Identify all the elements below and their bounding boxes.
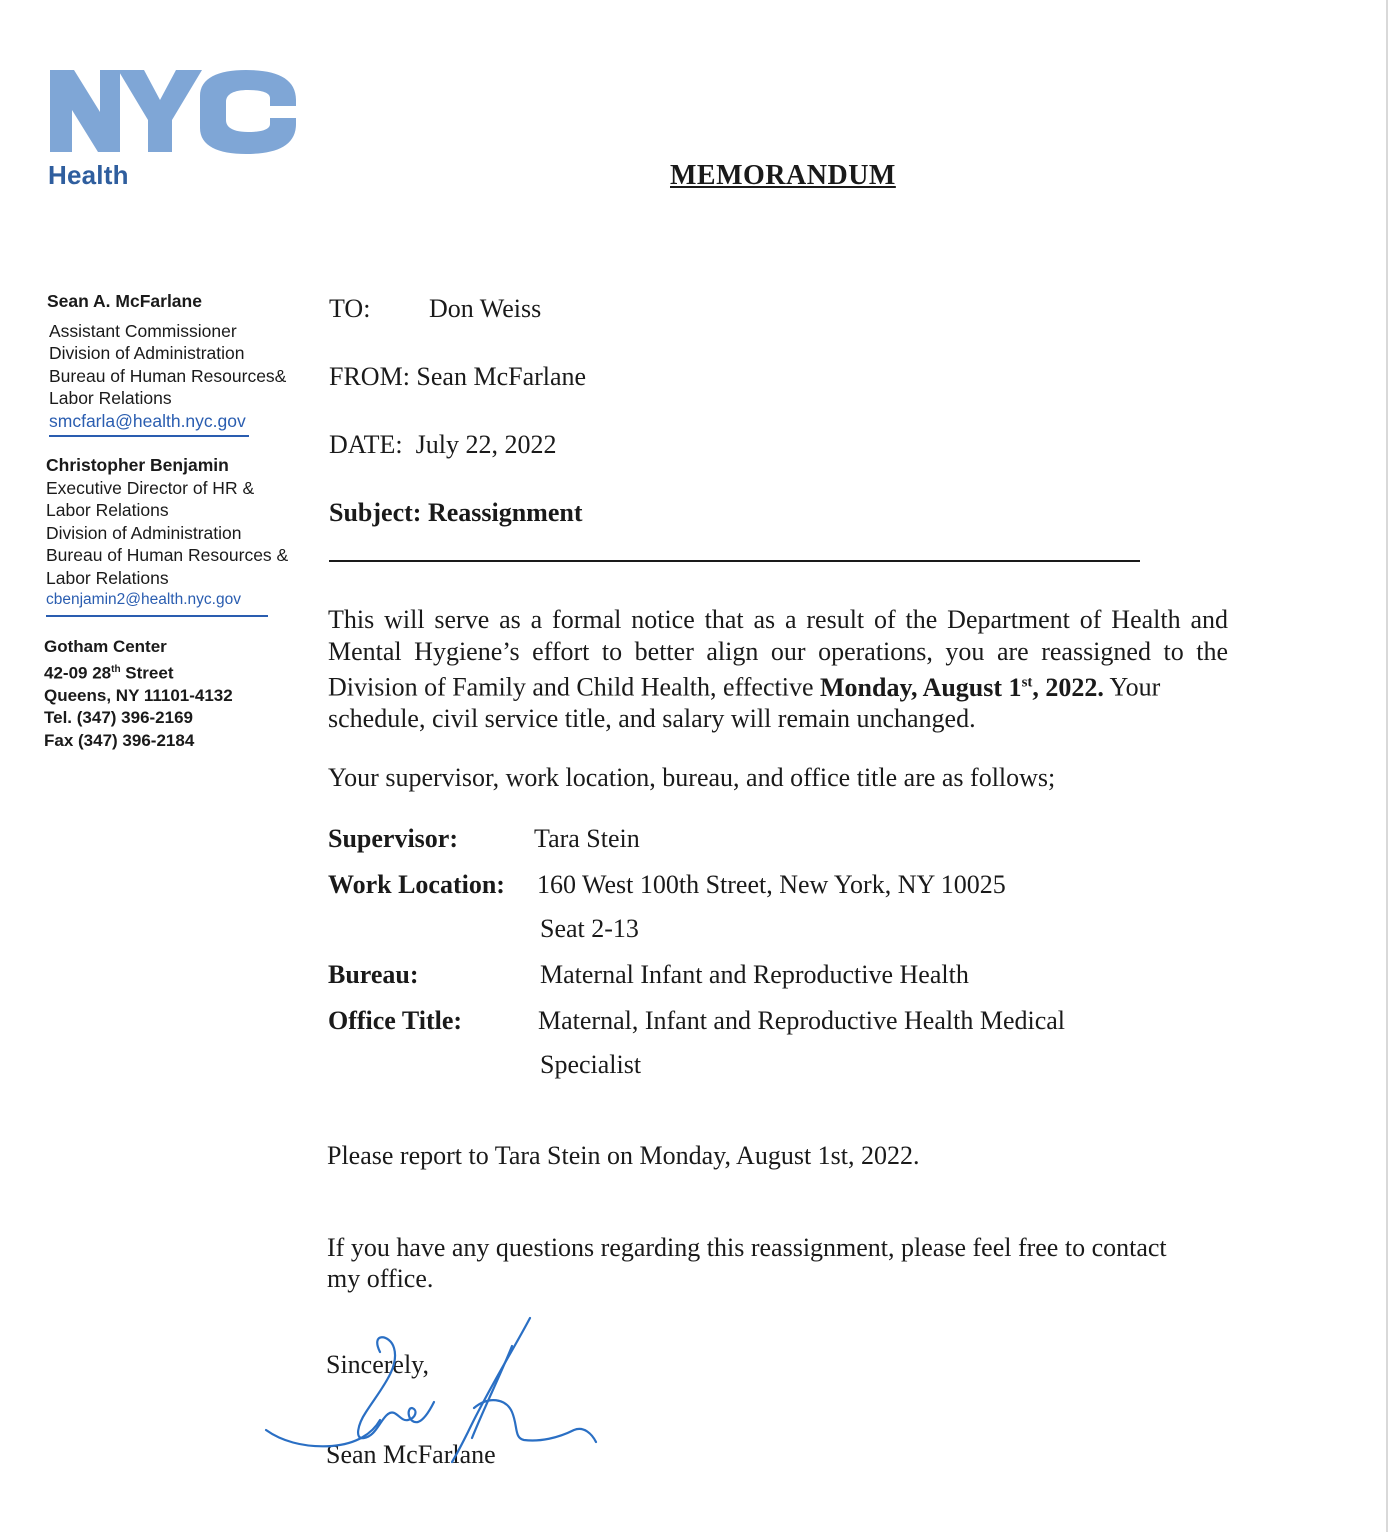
bureau-row (328, 960, 969, 990)
memo-from-row (329, 362, 586, 392)
street-number: 42-09 28 (44, 663, 112, 683)
signer-name: Sean McFarlane (326, 1440, 496, 1469)
subject-label: Subject: (329, 498, 422, 527)
sidebar-contact-benjamin (46, 454, 288, 617)
report-instruction: Please report to Tara Stein on Monday, August 1st, 2022. (327, 1141, 920, 1170)
address-fax: Fax (347) 396-2184 (44, 730, 195, 750)
details-intro: Your supervisor, work location, bureau, and office title are as follows; (328, 763, 1056, 792)
address-street (44, 659, 233, 685)
handwritten-signature (262, 1312, 602, 1472)
supervisor-row (328, 824, 640, 854)
memo-to-row (329, 294, 542, 324)
office-title-value: Maternal, Infant and Reproductive Health Medical (538, 1006, 1066, 1035)
notice-text-cont: Your (1103, 672, 1161, 702)
effective-date-suffix: st (1021, 674, 1033, 690)
contact-email-link[interactable]: cbenjamin2@health.nyc.gov (46, 591, 241, 608)
contact-line: Assistant Commissioner (49, 320, 237, 341)
address-tel: Tel. (347) 396-2169 (44, 708, 193, 728)
effective-year: , 2022. (1032, 672, 1104, 702)
contact-line: Bureau of Human Resources & (46, 545, 289, 565)
nyc-logo-mark (48, 66, 298, 158)
closing: Sincerely, (326, 1350, 429, 1379)
contact-line: Executive Director of HR & (46, 477, 255, 498)
nyc-health-logo (48, 66, 298, 196)
supervisor-value: Tara Stein (534, 824, 640, 853)
page-edge (1386, 0, 1388, 1532)
sidebar-contact-mcfarlane (47, 290, 286, 437)
seat-value: Seat 2-13 (540, 914, 639, 943)
contact-email-link[interactable]: smcfarla@health.nyc.gov (49, 410, 246, 431)
contact-line: Bureau of Human Resources& (49, 365, 287, 386)
notice-text: This will serve as a formal notice that as a result of the Department of Health and Mental Hygiene’s effort to better align our operations, you are reassigned to the Division of Family and Child Health, effective (328, 605, 1228, 702)
contact-line: Labor Relations (46, 567, 169, 588)
date-label: DATE: (329, 430, 403, 459)
address-building: Gotham Center (44, 637, 167, 656)
subject-value: Reassignment (427, 498, 583, 527)
to-label: TO: (329, 294, 371, 323)
contact-line: Division of Administration (46, 522, 242, 543)
memo-title: MEMORANDUM (670, 160, 896, 191)
contact-line: Division of Administration (49, 343, 245, 363)
address-city: Queens, NY 11101-4132 (44, 685, 233, 705)
memo-subject-row (329, 498, 583, 528)
questions-text: If you have any questions regarding this reassignment, please feel free to contact (327, 1233, 1167, 1262)
questions-paragraph (327, 1232, 1225, 1294)
contact-line: Labor Relations (46, 500, 169, 520)
questions-text-last: my office. (327, 1264, 434, 1293)
email-underline (46, 615, 268, 617)
memo-date-row (329, 430, 557, 460)
contact-name: Sean A. McFarlane (47, 291, 202, 311)
contact-name: Christopher Benjamin (46, 455, 229, 475)
street-suffix: th (111, 663, 121, 675)
from-label: FROM: (329, 362, 410, 391)
header-divider (329, 560, 1140, 562)
office-title-value-cont: Specialist (540, 1050, 642, 1079)
date-value: July 22, 2022 (415, 430, 557, 459)
street-name: Street (120, 663, 174, 683)
effective-date: Monday, August 1 (819, 672, 1022, 702)
office-title-label: Office Title: (328, 1006, 463, 1035)
notice-text-last: schedule, civil service title, and salary will remain unchanged. (328, 704, 976, 734)
bureau-value: Maternal Infant and Reproductive Health (540, 960, 969, 989)
bureau-label: Bureau: (328, 960, 419, 989)
contact-line: Labor Relations (49, 388, 172, 408)
office-title-row (328, 1006, 1066, 1036)
logo-health-text: Health (48, 160, 129, 190)
supervisor-label: Supervisor: (328, 824, 458, 853)
location-row (328, 870, 1006, 900)
location-label: Work Location: (328, 870, 505, 899)
to-value: Don Weiss (429, 294, 542, 323)
sidebar-address (44, 636, 233, 752)
location-value: 160 West 100th Street, New York, NY 10025 (537, 870, 1006, 899)
email-underline (49, 435, 249, 437)
from-value: Sean McFarlane (416, 362, 587, 391)
notice-paragraph (328, 604, 1228, 735)
